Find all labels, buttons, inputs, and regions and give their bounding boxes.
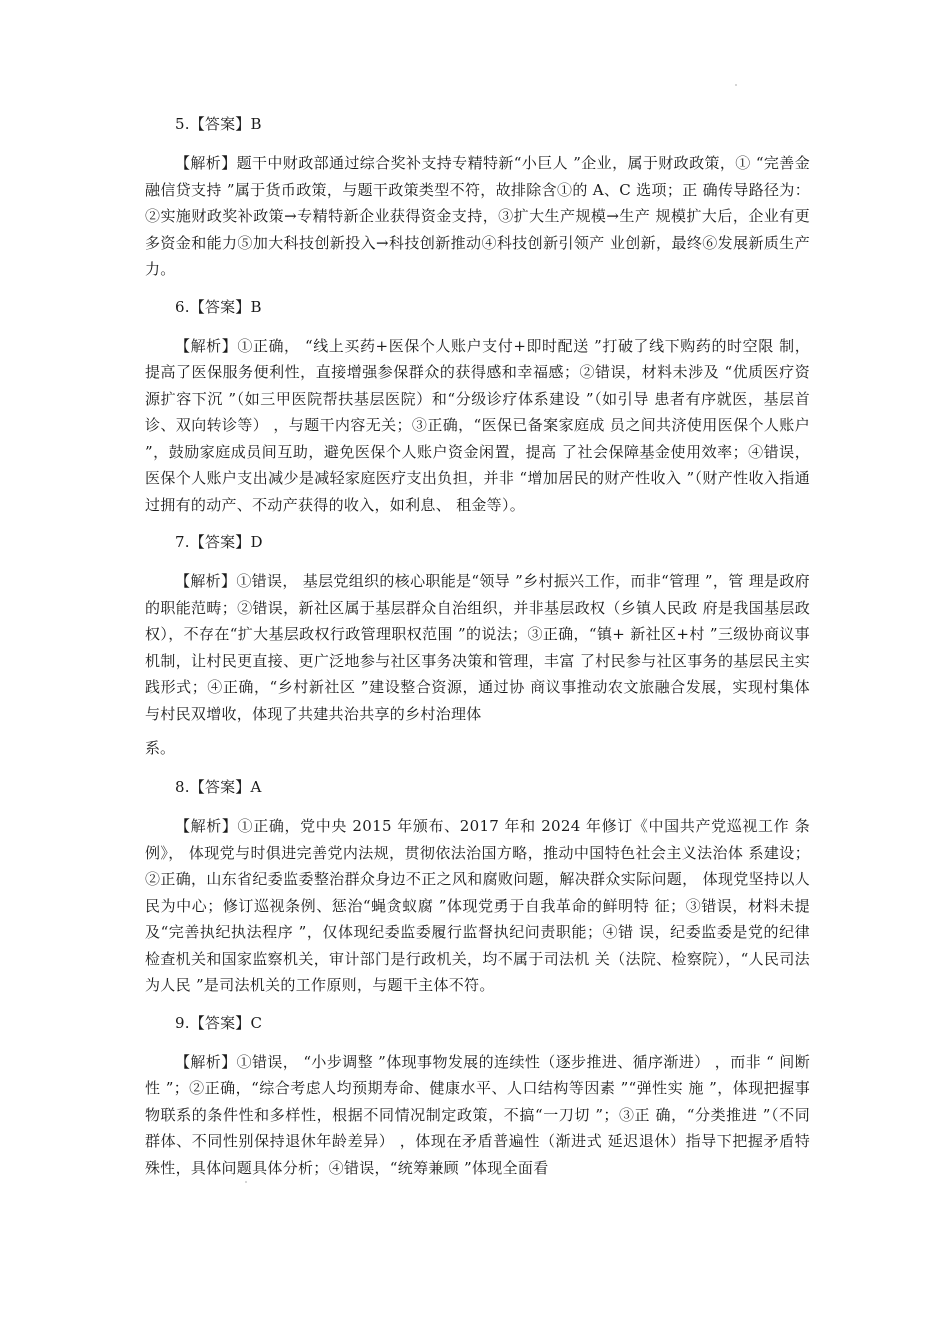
answer-heading: 6.【答案】B (175, 297, 262, 316)
question-6 (145, 295, 810, 519)
question-5 (145, 112, 810, 283)
analysis-paragraph: 【解析】题干中财政部通过综合奖补支持专精特新“小巨人 ”企业，属于财政政策，① “完善金融信贷支持 ”属于货币政策，与题干政策类型不符，故排除含①的 A、C 选项；正 确传导路径为：②实施财政奖补政策→专精特新企业获得资金支持，③扩大生产规模→生产 规模扩大后，企业有更多资金和能力⑤加大科技创新投入→科技创新推动④科技创新引领产 业创新，最终⑥发展新质生产力。 (145, 154, 810, 278)
analysis-paragraph: 【解析】①正确， “线上买药+医保个人账户支付+即时配送 ”打破了线下购药的时空限 制，提高了医保服务便利性，直接增强参保群众的获得感和幸福感；②错误，材料未涉及 “优质医疗资源扩容下沉 ”（如三甲医院帮扶基层医院）和“分级诊疗体系建设 ”（如引导 患者有序就医，基层首诊、双向转诊等） ，与题干内容无关；③正确，“医保已备案家庭成 员之间共济使用医保个人账户 ”，鼓励家庭成员间互助，避免医保个人账户资金闲置，提高 了社会保障基金使用效率；④错误，医保个人账户支出减少是减轻家庭医疗支出负担，并非 “增加居民的财产性收入 ”（财产性收入指通过拥有的动产、不动产获得的收入，如利息、 租金等）。 (145, 336, 810, 514)
answer-list (145, 112, 810, 1193)
question-7 (145, 530, 810, 761)
analysis-paragraph: 【解析】①错误， 基层党组织的核心职能是“领导 ”乡村振兴工作，而非“管理 ”，管 理是政府的职能范畴；②错误，新社区属于基层群众自治组织，并非基层政权（乡镇人民政 府是我国基层政权），不存在“扩大基层政权行政管理职权范围 ”的说法；③正确，“镇+ 新社区+村 ”三级协商议事机制，让村民更直接、更广泛地参与社区事务决策和管理，丰富 了村民参与社区事务的基层民主实践形式；④正确，“乡村新社区 ”建设整合资源，通过协 商议事推动农文旅融合发展，实现村集体与村民双增收，体现了共建共治共享的乡村治理体 (145, 572, 810, 723)
answer-heading: 8.【答案】A (175, 778, 262, 796)
analysis-tail: 系。 (145, 739, 176, 757)
analysis-paragraph: 【解析】①正确，党中央 2015 年颁布、2017 年和 2024 年修订《中国共产党巡视工作 条例》， 体现党与时俱进完善党内法规，贯彻依法治国方略，推动中国特色社会主义法治体 系建设；②正确，山东省纪委监委整治群众身边不正之风和腐败问题，解决群众实际问题， 体现党坚持以人民为中心；修订巡视条例、惩治“蝇贪蚁腐 ”体现党勇于自我革命的鲜明特 征；③错误，材料未提及“完善执纪执法程序 ”，仅体现纪委监委履行监督执纪问责职能；④错 误，纪委监委是党的纪律检查机关和国家监察机关，审计部门是行政机关，均不属于司法机 关（法院、检察院），“人民司法为人民 ”是司法机关的工作原则，与题干主体不符。 (145, 817, 810, 994)
analysis-paragraph: 【解析】①错误， “小步调整 ”体现事物发展的连续性（逐步推进、循序渐进） ，而非 “ 间断性 ”；②正确，“综合考虑人均预期寿命、健康水平、人口结构等因素 ”“弹性实 施 ”，体现把握事物联系的条件性和多样性，根据不同情况制定政策，不搞“一刀切 ”；③正 确，“分类推进 ”（不同群体、不同性别保持退休年龄差异） ，体现在矛盾普遍性（渐进式 延迟退休）指导下把握矛盾特殊性，具体问题具体分析；④错误，“统筹兼顾 ”体现全面看 (145, 1052, 810, 1177)
scan-speck (735, 84, 737, 86)
answer-heading: 5.【答案】B (175, 115, 262, 133)
scan-speck (245, 1181, 247, 1183)
answer-heading: 9.【答案】C (175, 1013, 263, 1032)
question-9 (145, 1011, 810, 1182)
question-8 (145, 775, 810, 999)
answer-heading: 7.【答案】D (175, 533, 263, 551)
